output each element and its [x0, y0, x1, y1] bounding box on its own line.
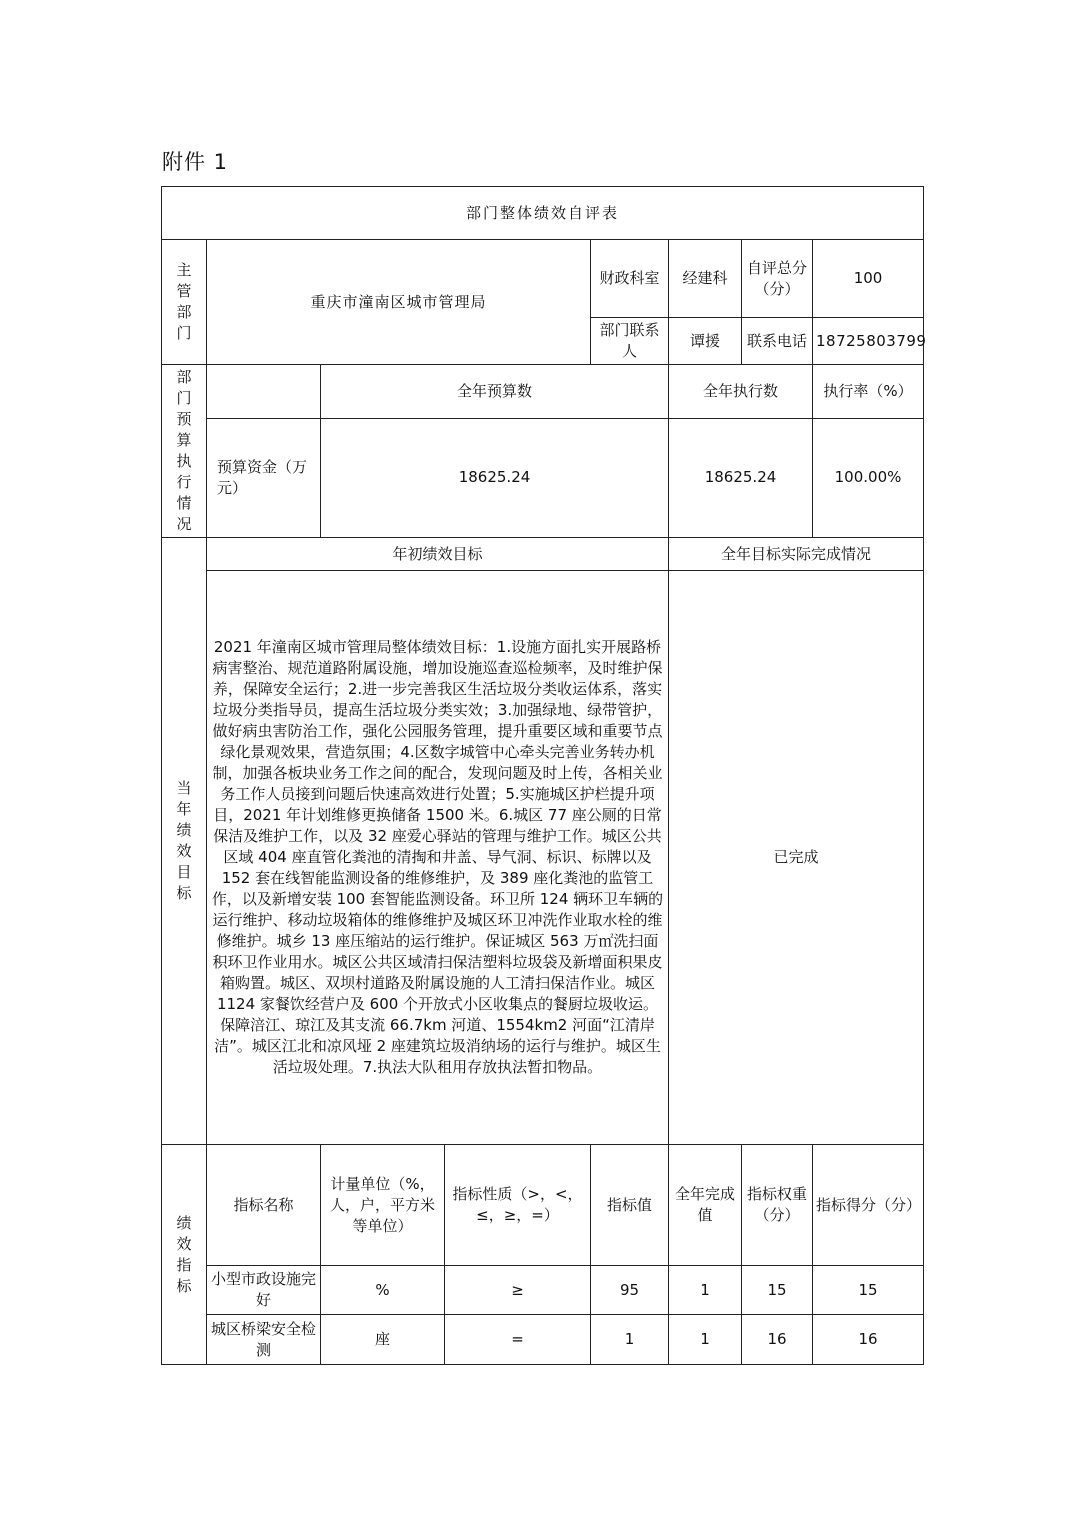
indicator-actual: 1	[669, 1266, 742, 1315]
indicator-actual: 1	[669, 1315, 742, 1365]
indicator-name: 城区桥梁安全检测	[207, 1315, 321, 1365]
indicator-col-name: 指标名称	[207, 1145, 321, 1266]
budget-section-label: 部门预算执行情况	[162, 365, 207, 538]
budget-col-executed: 全年执行数	[669, 365, 813, 419]
indicator-name: 小型市政设施完好	[207, 1266, 321, 1315]
indicator-score: 15	[813, 1266, 924, 1315]
indicator-row	[162, 1266, 924, 1315]
form-title: 部门整体绩效自评表	[162, 187, 924, 240]
indicator-unit: 座	[321, 1315, 445, 1365]
indicator-score: 16	[813, 1315, 924, 1365]
budget-col-annual: 全年预算数	[321, 365, 669, 419]
indicator-weight: 15	[742, 1266, 813, 1315]
indicator-col-unit: 计量单位（%，人，户，平方米等单位）	[321, 1145, 445, 1266]
budget-header-blank	[207, 365, 321, 419]
executed-value: 18625.24	[669, 418, 813, 537]
indicator-weight: 16	[742, 1315, 813, 1365]
indicator-col-actual: 全年完成值	[669, 1145, 742, 1266]
budget-row-label: 预算资金（万元）	[207, 418, 321, 537]
indicator-col-target: 指标值	[591, 1145, 669, 1266]
goals-col-actual: 全年目标实际完成情况	[669, 538, 924, 571]
indicator-col-nature: 指标性质（>，<，≤，≥，=）	[445, 1145, 591, 1266]
goals-section-label: 当年绩效目标	[162, 538, 207, 1145]
indicator-target: 95	[591, 1266, 669, 1315]
goals-col-initial: 年初绩效目标	[207, 538, 669, 571]
indicator-col-weight: 指标权重（分）	[742, 1145, 813, 1266]
contact-value: 谭援	[669, 318, 742, 365]
indicator-unit: %	[321, 1266, 445, 1315]
indicators-section-label: 绩效指标	[162, 1145, 207, 1365]
actual-completion-text: 已完成	[669, 571, 924, 1145]
phone-label: 联系电话	[742, 318, 813, 365]
budget-value: 18625.24	[321, 418, 669, 537]
finance-office-value: 经建科	[669, 240, 742, 318]
indicator-col-score: 指标得分（分）	[813, 1145, 924, 1266]
contact-label: 部门联系人	[591, 318, 669, 365]
indicator-row	[162, 1315, 924, 1365]
budget-col-rate: 执行率（%）	[813, 365, 924, 419]
performance-self-evaluation-table	[161, 186, 927, 1365]
execution-rate-value: 100.00%	[813, 418, 924, 537]
self-score-label: 自评总分（分）	[742, 240, 813, 318]
agency-name: 重庆市潼南区城市管理局	[207, 240, 591, 365]
finance-office-label: 财政科室	[591, 240, 669, 318]
indicator-nature: =	[445, 1315, 591, 1365]
indicator-nature: ≥	[445, 1266, 591, 1315]
agency-label: 主管部门	[162, 240, 207, 365]
phone-value: 18725803799	[813, 318, 924, 365]
indicator-target: 1	[591, 1315, 669, 1365]
self-score-value: 100	[813, 240, 924, 318]
attachment-label: 附件 1	[162, 150, 229, 174]
initial-goals-text: 2021 年潼南区城市管理局整体绩效目标：1.设施方面扎实开展路桥病害整治、规范道路附属设施，增加设施巡查巡检频率，及时维护保养，保障安全运行；2.进一步完善我区生活垃圾分类收运体系，落实垃圾分类指导员，提高生活垃圾分类实效；3.加强绿地、绿带管护，做好病虫害防治工作，强化公园服务管理，提升重要区域和重要节点绿化景观效果，营造氛围；4.区数字城管中心牵头完善业务转办机制，加强各板块业务工作之间的配合，发现问题及时上传，各相关业务工作人员接到问题后快速高效进行处置；5.实施城区护栏提升项目，2021 年计划维修更换储备 1500 米。6.城区 77 座公厕的日常保洁及维护工作，以及 32 座爱心驿站的管理与维护工作。城区公共区域 404 座直管化粪池的清掏和井盖、导气洞、标识、标牌以及 152 套在线智能监测设备的维修维护，及 389 座化粪池的监管工作，以及新增安装 100 套智能监测设备。环卫所 124 辆环卫车辆的运行维护、移动垃圾箱体的维修维护及城区环卫冲洗作业取水栓的维修维护。城乡 13 座压缩站的运行维护。保证城区 563 万㎡洗扫面积环卫作业用水。城区公共区域清扫保洁塑料垃圾袋及新增面积果皮箱购置。城区、双坝村道路及附属设施的人工清扫保洁作业。城区 1124 家餐饮经营户及 600 个开放式小区收集点的餐厨垃圾收运。保障涪江、琼江及其支流 66.7km 河道、1554km2 河面“江清岸洁”。城区江北和凉风垭 2 座建筑垃圾消纳场的运行与维护。城区生活垃圾处理。7.执法大队租用存放执法暂扣物品。	[207, 571, 669, 1145]
